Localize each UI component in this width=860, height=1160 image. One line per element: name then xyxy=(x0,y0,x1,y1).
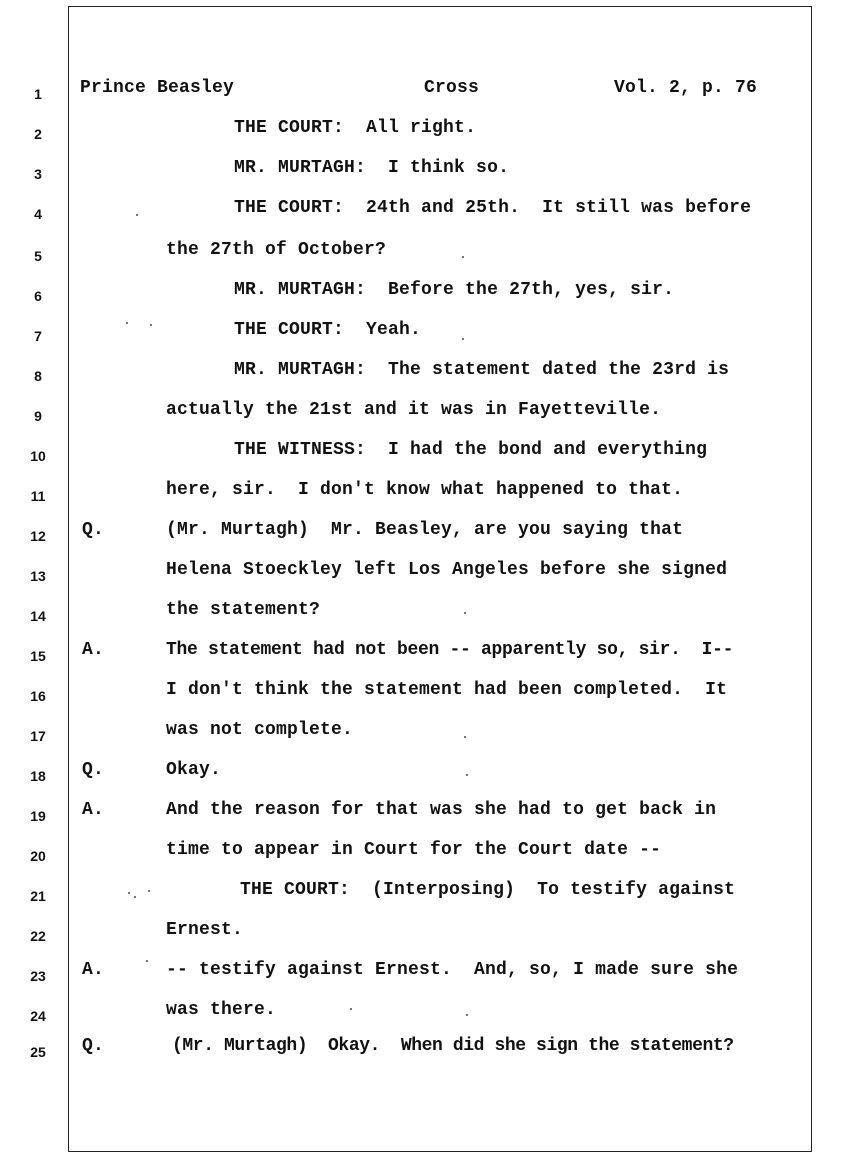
line-number: 10 xyxy=(30,448,46,464)
spoken-text: the statement? xyxy=(166,600,321,620)
qa-marker: A. xyxy=(82,960,105,980)
line-number: 21 xyxy=(30,888,46,904)
spoken-text: And the reason for that was she had to get back in xyxy=(166,800,717,820)
transcript-line-19 xyxy=(0,798,860,838)
qa-marker: Q. xyxy=(82,1036,105,1056)
transcript-line-9 xyxy=(0,398,860,438)
scan-speckle xyxy=(466,774,468,776)
transcript-line-11 xyxy=(0,478,860,518)
transcript-line-6 xyxy=(0,278,860,318)
line-number: 12 xyxy=(30,528,46,544)
speaker-label: MR. MURTAGH: xyxy=(234,158,367,178)
line-text xyxy=(234,118,476,138)
transcript-line-1 xyxy=(0,76,860,116)
spoken-text: Before the 27th, yes, sir. xyxy=(388,280,675,300)
line-number: 15 xyxy=(30,648,46,664)
line-text xyxy=(234,360,729,380)
scan-speckle xyxy=(146,960,148,962)
transcript-line-4 xyxy=(0,196,860,236)
spoken-text: was not complete. xyxy=(166,720,354,740)
transcript-line-10 xyxy=(0,438,860,478)
spoken-text: Okay. xyxy=(166,760,222,780)
line-number: 8 xyxy=(34,368,42,384)
transcript-line-25 xyxy=(0,1034,860,1074)
transcript-line-20 xyxy=(0,838,860,878)
line-number: 18 xyxy=(30,768,46,784)
transcript-line-13 xyxy=(0,558,860,598)
line-text xyxy=(234,198,751,218)
transcript-line-23 xyxy=(0,958,860,998)
qa-marker: Q. xyxy=(82,520,105,540)
spoken-text: (Mr. Murtagh) Mr. Beasley, are you saying that xyxy=(166,520,684,540)
transcript-line-24 xyxy=(0,998,860,1038)
line-number: 5 xyxy=(34,248,42,264)
spoken-text: (Interposing) To testify against xyxy=(372,880,736,900)
line-number: 9 xyxy=(34,408,42,424)
scan-speckle xyxy=(462,338,464,340)
spoken-text: Yeah. xyxy=(366,320,422,340)
transcript-line-16 xyxy=(0,678,860,718)
spoken-text: was there. xyxy=(166,1000,277,1020)
witness-name: Prince Beasley xyxy=(80,78,235,98)
speaker-label: THE COURT: xyxy=(240,880,351,900)
scan-speckle xyxy=(134,896,136,898)
transcript-line-8 xyxy=(0,358,860,398)
line-number: 6 xyxy=(34,288,42,304)
speaker-label: THE COURT: xyxy=(234,198,345,218)
transcript-line-5 xyxy=(0,238,860,278)
spoken-text: The statement dated the 23rd is xyxy=(388,360,730,380)
volume-page: Vol. 2, p. 76 xyxy=(614,78,758,98)
scan-speckle xyxy=(464,736,466,738)
scan-speckle xyxy=(350,1008,352,1010)
qa-marker: A. xyxy=(82,800,105,820)
spoken-text: I had the bond and everything xyxy=(388,440,708,460)
line-text xyxy=(234,158,509,178)
scan-speckle xyxy=(466,1014,468,1016)
line-number: 17 xyxy=(30,728,46,744)
spoken-text: -- testify against Ernest. And, so, I made sure she xyxy=(166,960,739,980)
line-number: 11 xyxy=(30,488,46,504)
line-number: 25 xyxy=(30,1044,46,1060)
line-number: 16 xyxy=(30,688,46,704)
spoken-text: time to appear in Court for the Court date -- xyxy=(166,840,662,860)
transcript-line-12 xyxy=(0,518,860,558)
line-number: 4 xyxy=(34,206,42,222)
spoken-text: 24th and 25th. It still was before xyxy=(366,198,752,218)
spoken-text: All right. xyxy=(366,118,477,138)
line-number: 19 xyxy=(30,808,46,824)
transcript-line-21 xyxy=(0,878,860,918)
line-number: 22 xyxy=(30,928,46,944)
scan-speckle xyxy=(462,256,464,258)
line-number: 3 xyxy=(34,166,42,182)
spoken-text: actually the 21st and it was in Fayetteville. xyxy=(166,400,662,420)
scan-speckle xyxy=(150,324,152,326)
line-number: 24 xyxy=(30,1008,46,1024)
transcript-line-3 xyxy=(0,156,860,196)
exam-type: Cross xyxy=(424,78,480,98)
scan-speckle xyxy=(136,214,138,216)
line-number: 20 xyxy=(30,848,46,864)
transcript-line-17 xyxy=(0,718,860,758)
line-number: 23 xyxy=(30,968,46,984)
spoken-text: Helena Stoeckley left Los Angeles before she signed xyxy=(166,560,728,580)
speaker-label: THE WITNESS: xyxy=(234,440,367,460)
line-number: 7 xyxy=(34,328,42,344)
spoken-text: here, sir. I don't know what happened to that. xyxy=(166,480,684,500)
scan-speckle xyxy=(126,322,128,324)
qa-marker: A. xyxy=(82,640,105,660)
transcript-line-22 xyxy=(0,918,860,958)
spoken-text: (Mr. Murtagh) Okay. When did she sign the statement? xyxy=(172,1036,734,1056)
line-number: 13 xyxy=(30,568,46,584)
speaker-label: THE COURT: xyxy=(234,320,345,340)
scan-speckle xyxy=(464,612,466,614)
line-number: 1 xyxy=(34,86,42,102)
line-number: 2 xyxy=(34,126,42,142)
spoken-text: Ernest. xyxy=(166,920,244,940)
transcript-line-18 xyxy=(0,758,860,798)
transcript-line-14 xyxy=(0,598,860,638)
spoken-text: I think so. xyxy=(388,158,510,178)
speaker-label: THE COURT: xyxy=(234,118,345,138)
spoken-text: the 27th of October? xyxy=(166,240,387,260)
speaker-label: MR. MURTAGH: xyxy=(234,360,367,380)
scan-speckle xyxy=(148,890,150,892)
spoken-text: I don't think the statement had been completed. It xyxy=(166,680,728,700)
line-text xyxy=(234,280,674,300)
scan-speckle xyxy=(128,892,130,894)
line-text xyxy=(234,440,707,460)
speaker-label: MR. MURTAGH: xyxy=(234,280,367,300)
transcript-line-2 xyxy=(0,116,860,156)
qa-marker: Q. xyxy=(82,760,105,780)
transcript-line-15 xyxy=(0,638,860,678)
spoken-text: The statement had not been -- apparently so, sir. I-- xyxy=(166,640,734,660)
transcript-line-7 xyxy=(0,318,860,358)
line-text xyxy=(234,320,421,340)
line-number: 14 xyxy=(30,608,46,624)
line-text xyxy=(240,880,735,900)
